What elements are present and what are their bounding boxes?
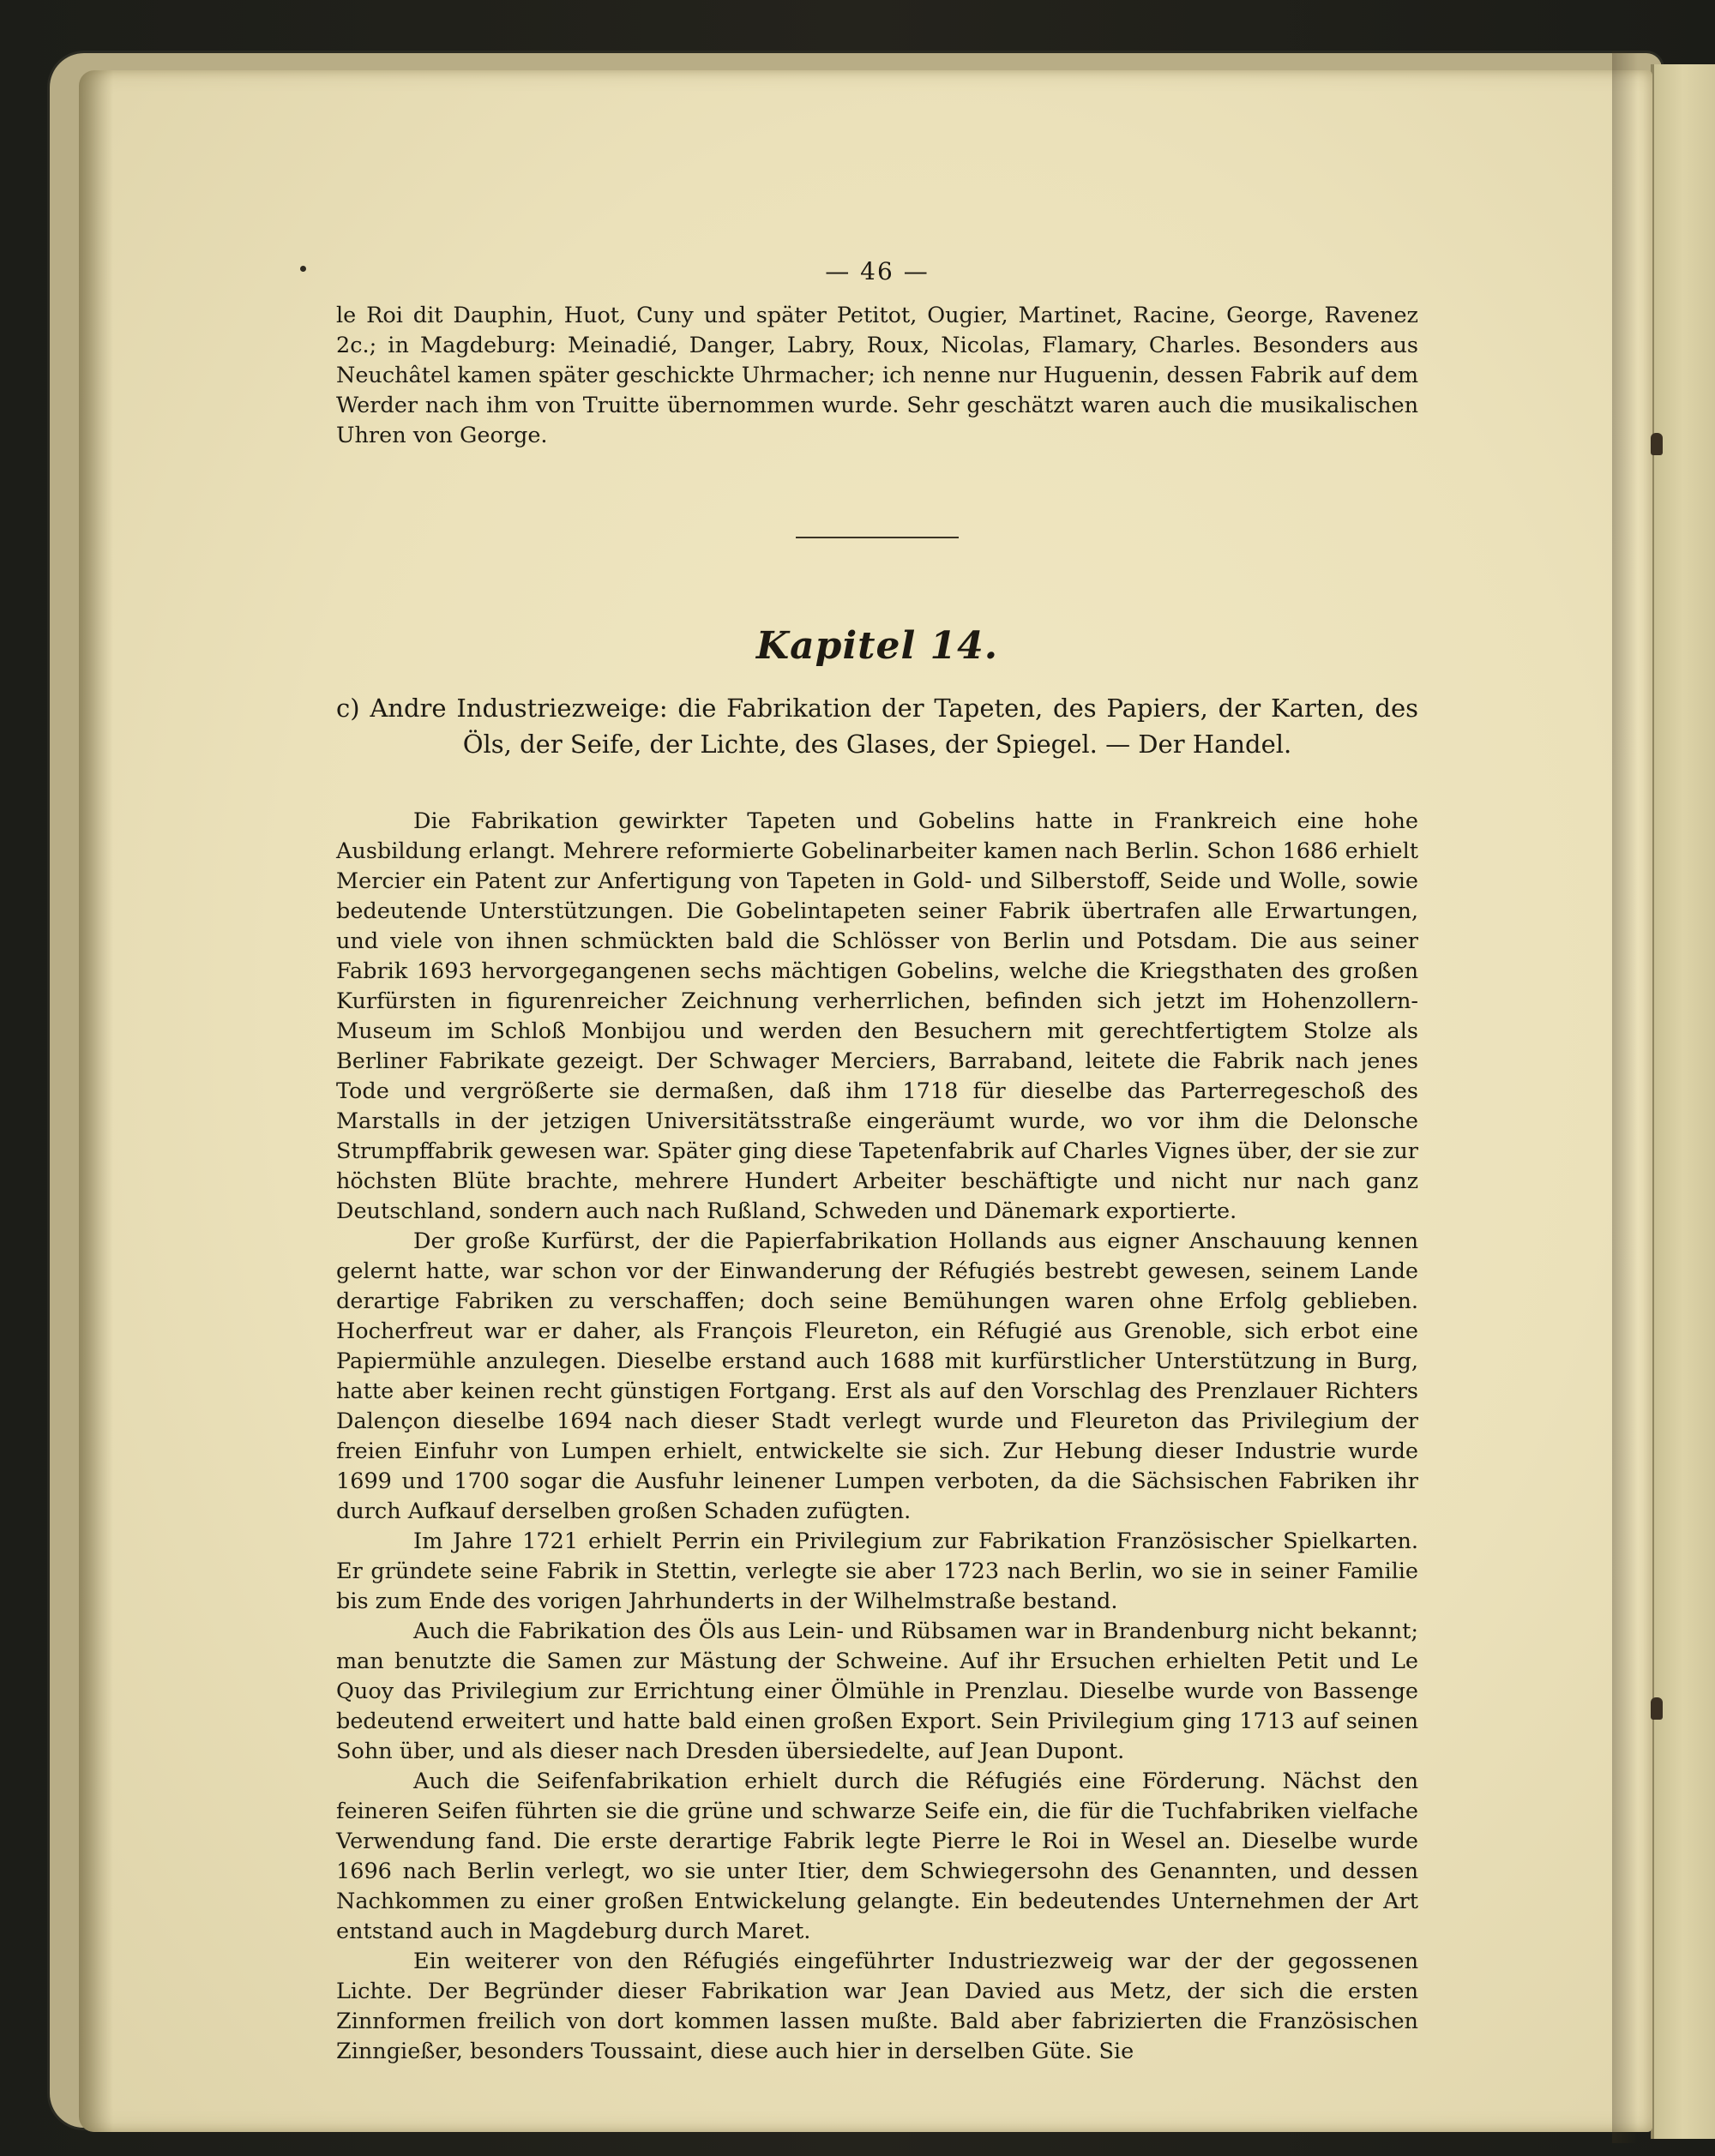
binding-thread-mark [1651, 1697, 1663, 1720]
section-divider [796, 537, 959, 538]
page-content [336, 257, 1418, 2067]
page-edge-shadow [1612, 51, 1638, 2143]
body-paragraph: Auch die Fabrikation des Öls aus Lein- und Rübsamen war in Brandenburg nicht bekannt; man benutzte die Samen zur Mästung der Schweine. Auf ihr Ersuchen erhielten Petit und Le Quoy das Privilegium zur Errichtung einer Ölmühle in Prenzlau. Dieselbe wurde von Bassenge bedeutend erweitert und hatte bald einen großen Export. Sein Privilegium ging 1713 auf seinen Sohn über, und als dieser nach Dresden übersiedelte, auf Jean Dupont. [336, 1619, 1418, 1764]
body-paragraph: Die Fabrikation gewirkter Tapeten und Gobelins hatte in Frankreich eine hohe Ausbildung erlangt. Mehrere reformierte Gobelinarbeiter kamen nach Berlin. Schon 1686 erhielt Mercier ein Patent zur Anfertigung von Tapeten in Gold- und Silberstoff, Seide und Wolle, sowie bedeutende Unterstützungen. Die Gobelintapeten seiner Fabrik übertrafen alle Erwartungen, und viele von ihnen schmückten bald die Schlösser von Berlin und Potsdam. Die aus seiner Fabrik 1693 hervorgegangenen sechs mächtigen Gobelins, welche die Kriegsthaten des großen Kurfürsten in figurenreicher Zeichnung verherrlichen, befinden sich jetzt im Hohenzollern-Museum im Schloß Monbijou und werden den Besuchern mit gerechtfertigtem Stolze als Berliner Fabrikate gezeigt. Der Schwager Merciers, Barraband, leitete die Fabrik nach jenes Tode und vergrößerte sie dermaßen, daß ihm 1718 für dieselbe das Parterregeschoß des Marstalls in der jetzigen Universitätsstraße eingeräumt wurde, wo vor ihm die Delonsche Strumpffabrik gewesen war. Später ging diese Tapetenfabrik auf Charles Vignes über, der sie zur höchsten Blüte brachte, mehrere Hundert Arbeiter beschäftigte und nicht nur nach ganz Deutschland, sondern auch nach Rußland, Schweden und Dänemark exportierte. [336, 808, 1418, 1224]
next-page-edge [1651, 64, 1715, 2139]
body-paragraph: Auch die Seifenfabrikation erhielt durch die Réfugiés eine Förderung. Nächst den feineren Seifen führten sie die grüne und schwarze Seife ein, die für die Tuchfabriken vielfache Verwendung fand. Die erste derartige Fabrik legte Pierre le Roi in Wesel an. Dieselbe wurde 1696 nach Berlin verlegt, wo sie unter Itier, dem Schwiegersohn des Genannten, und dessen Nachkommen zu einer großen Entwickelung gelangte. Ein bedeutendes Unternehmen der Art entstand auch in Magdeburg durch Maret. [336, 1769, 1418, 1944]
body-paragraph: Im Jahre 1721 erhielt Perrin ein Privilegium zur Fabrikation Französischer Spielkarten. Er gründete seine Fabrik in Stettin, verlegte sie aber 1723 nach Berlin, wo sie in seiner Familie bis zum Ende des vorigen Jahrhunderts in der Wilhelmstraße bestand. [336, 1528, 1418, 1614]
body-paragraph: Der große Kurfürst, der die Papierfabrikation Hollands aus eigner Anschauung kennen gelernt hatte, war schon vor der Einwanderung der Réfugiés bestrebt gewesen, seinem Lande derartige Fabriken zu verschaffen; doch seine Bemühungen waren ohne Erfolg geblieben. Hocherfreut war er daher, als François Fleureton, ein Réfugié aus Grenoble, sich erbot eine Papiermühle anzulegen. Dieselbe erstand auch 1688 mit kurfürstlicher Unterstützung in Burg, hatte aber keinen recht günstigen Fortgang. Erst als auf den Vorschlag des Prenzlauer Richters Dalençon dieselbe 1694 nach dieser Stadt verlegt wurde und Fleureton das Privilegium der freien Einfuhr von Lumpen erhielt, entwickelte sie sich. Zur Hebung dieser Industrie wurde 1699 und 1700 sogar die Ausfuhr leinener Lumpen verboten, da die Sächsischen Fabriken ihr durch Aufkauf derselben großen Schaden zufügten. [336, 1228, 1418, 1524]
ink-dot [300, 266, 306, 272]
chapter-title: Kapitel 14. [755, 624, 999, 668]
binding-thread-mark [1651, 433, 1663, 455]
chapter-subtitle: c) Andre Industriezweige: die Fabrikation der Tapeten, des Papiers, der Karten, des Öls, der Seife, der Lichte, des Glases, der Spiegel. — Der Handel. [336, 694, 1418, 759]
gutter-shadow [79, 70, 113, 2132]
opening-paragraph: le Roi dit Dauphin, Huot, Cuny und später Petitot, Ougier, Martinet, Racine, George, Ravenez 2c.; in Magdeburg: Meinadié, Danger, Labry, Roux, Nicolas, Flamary, Charles. Besonders aus Neuchâtel kamen später geschickte Uhrmacher; ich nenne nur Huguenin, dessen Fabrik auf dem Werder nach ihm von Truitte übernommen wurde. Sehr geschätzt waren auch die musikalischen Uhren von George. [336, 303, 1418, 448]
body-paragraph: Ein weiterer von den Réfugiés eingeführter Industriezweig war der der gegossenen Lichte. Der Begründer dieser Fabrikation war Jean Davied aus Metz, der sich die ersten Zinnformen freilich von dort kommen lassen mußte. Bald aber fabrizierten die Französischen Zinngießer, besonders Toussaint, diese auch hier in derselben Güte. Sie [336, 1949, 1418, 2064]
page-number: — 46 — [825, 257, 930, 285]
